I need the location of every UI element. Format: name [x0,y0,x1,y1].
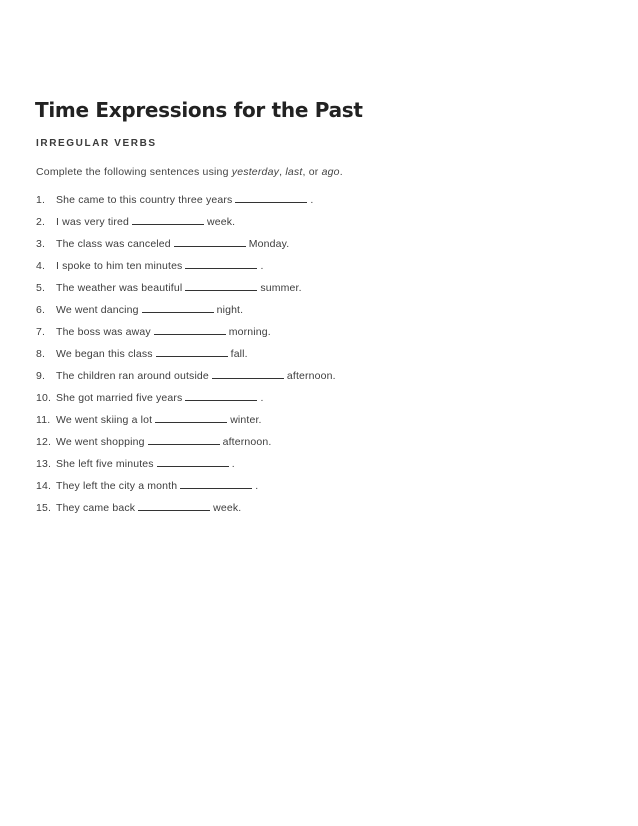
item-number: 1. [36,194,46,206]
item-text-after: summer. [260,282,302,294]
section-label: IRREGULAR VERBS [36,138,157,149]
answer-blank[interactable] [185,281,257,291]
answer-blank[interactable] [154,325,226,335]
item-number: 15. [36,502,52,514]
page-title: Time Expressions for the Past [35,98,363,122]
item-text-after: winter. [230,414,262,426]
item-number: 3. [36,238,46,250]
answer-blank[interactable] [138,501,210,511]
answer-blank[interactable] [132,215,204,225]
exercise-item [36,501,596,523]
answer-blank[interactable] [174,237,246,247]
instructions [36,166,343,178]
exercise-item [36,193,596,215]
exercise-item [36,413,596,435]
exercise-item [36,369,596,391]
item-number: 12. [36,436,52,448]
exercise-item [36,435,596,457]
instructions-option-last: last [285,166,303,178]
answer-blank[interactable] [185,259,257,269]
item-text-after: night. [216,304,244,316]
exercise-item [36,479,596,501]
item-text-before: She left five minutes [56,458,154,470]
item-number: 14. [36,480,52,492]
instructions-suffix: . [339,166,343,178]
item-number: 8. [36,348,46,360]
answer-blank[interactable] [185,391,257,401]
exercise-item [36,347,596,369]
exercise-list [36,193,596,523]
item-text-before: We went skiing a lot [56,414,153,426]
item-text-after: . [231,458,235,470]
instructions-option-yesterday: yesterday [231,166,280,178]
item-text-after: . [310,194,314,206]
item-text-after: afternoon. [286,370,336,382]
item-text-before: The class was canceled [56,238,171,250]
item-text-before: They came back [56,502,136,514]
item-text-after: week. [207,216,236,228]
exercise-item [36,457,596,479]
item-text-before: The boss was away [56,326,151,338]
answer-blank[interactable] [235,193,307,203]
item-text-after: fall. [230,348,248,360]
exercise-item [36,303,596,325]
item-number: 2. [36,216,46,228]
exercise-item [36,391,596,413]
item-text-after: afternoon. [222,436,272,448]
instructions-separator: , [279,166,286,178]
exercise-item [36,281,596,303]
item-text-before: They left the city a month [56,480,178,492]
exercise-item [36,237,596,259]
item-text-before: She got married five years [56,392,183,404]
item-number: 6. [36,304,46,316]
answer-blank[interactable] [156,347,228,357]
item-text-before: I spoke to him ten minutes [56,260,183,272]
item-number: 10. [36,392,52,404]
item-text-before: I was very tired [56,216,130,228]
item-text-after: week. [213,502,242,514]
item-number: 7. [36,326,46,338]
item-text-after: . [255,480,259,492]
answer-blank[interactable] [148,435,220,445]
item-text-after: . [260,392,264,404]
item-text-before: We began this class [56,348,153,360]
answer-blank[interactable] [142,303,214,313]
item-number: 4. [36,260,46,272]
item-text-before: The weather was beautiful [56,282,183,294]
exercise-item [36,259,596,281]
item-text-after: morning. [228,326,271,338]
exercise-item [36,215,596,237]
item-number: 11. [36,414,51,426]
instructions-separator: , or [302,166,322,178]
answer-blank[interactable] [212,369,284,379]
answer-blank[interactable] [155,413,227,423]
item-text-before: The children ran around outside [56,370,209,382]
instructions-option-ago: ago [321,166,340,178]
item-text-before: We went shopping [56,436,145,448]
answer-blank[interactable] [180,479,252,489]
item-number: 5. [36,282,46,294]
item-number: 13. [36,458,52,470]
item-text-after: Monday. [248,238,290,250]
item-text-after: . [260,260,264,272]
answer-blank[interactable] [157,457,229,467]
instructions-prefix: Complete the following sentences using [36,166,232,178]
exercise-item [36,325,596,347]
item-number: 9. [36,370,46,382]
item-text-before: She came to this country three years [56,194,233,206]
item-text-before: We went dancing [56,304,139,316]
